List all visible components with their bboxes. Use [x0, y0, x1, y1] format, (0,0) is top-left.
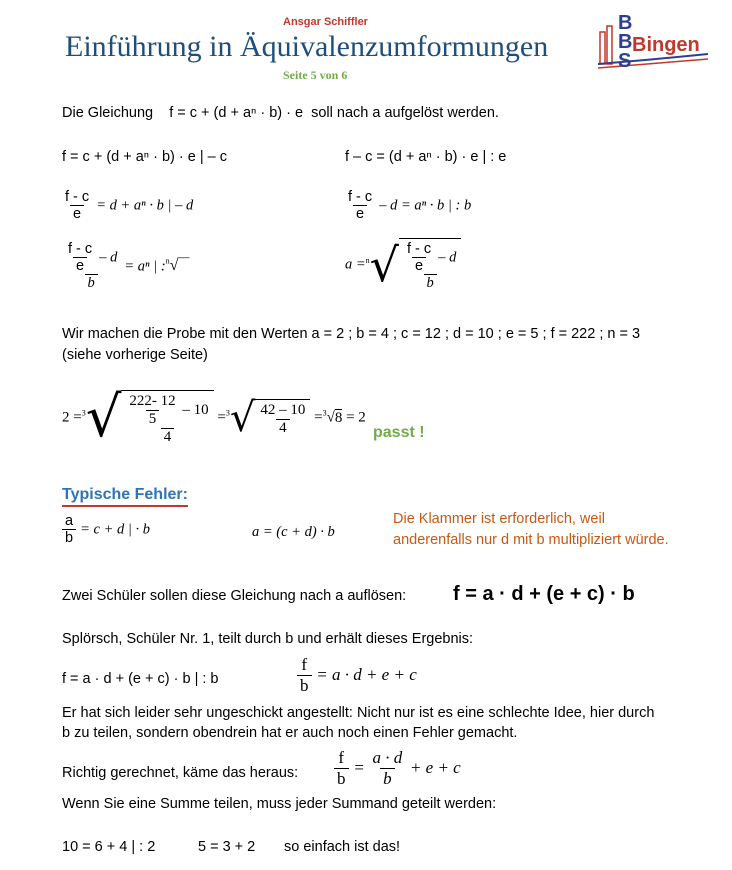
intro-line: [62, 105, 499, 121]
fraction-fc-e: $\frac{f - c}{e}$: [65, 189, 90, 222]
step1-left: f = c + (d + aⁿ · b) · e | – c: [62, 149, 227, 165]
splorsch-comment2: b zu teilen, sondern obendrein hat er auch noch einen Fehler gemacht.: [62, 725, 518, 741]
sum-rule: Wenn Sie eine Summe teilen, muss jeder Summand geteilt werden:: [62, 796, 497, 812]
intro-prefix: Die Gleichung: [62, 105, 154, 121]
logo-letter-b2: B: [618, 31, 633, 53]
step3-left-rest: = aⁿ | :: [124, 258, 166, 275]
error-example-wrong: $\frac{a}{b}$ = c + d | · b: [62, 513, 150, 546]
author-name: Ansgar Schiffler: [283, 16, 368, 28]
step3-right-a: a =: [345, 256, 366, 273]
logo-letter-s: S: [618, 50, 632, 72]
logo-word: Bingen: [632, 34, 700, 56]
logo-letter-b1: B: [618, 12, 633, 34]
step3-left: [62, 241, 189, 292]
intro-equation: f = c + (d + aⁿ · b) · e: [169, 105, 304, 121]
splorsch-line: Splörsch, Schüler Nr. 1, teilt durch b und erhält dieses Ergebnis:: [62, 631, 474, 647]
splorsch-comment1: Er hat sich leider sehr ungeschickt angestellt: Nicht nur ist es eine schlechte Idee, hier durch: [62, 705, 655, 721]
step1-right: f – c = (d + aⁿ · b) · e | : e: [345, 149, 507, 165]
students-intro: Zwei Schüler sollen diese Gleichung nach a auflösen:: [62, 588, 407, 604]
step2-left-rest: = d + aⁿ · b | – d: [96, 197, 194, 214]
passt-label: passt !: [373, 424, 425, 441]
step2-right-rest: – d = aⁿ · b | : b: [379, 197, 472, 214]
step2-right: [345, 189, 471, 222]
splorsch-result: $\frac{f}{b}$ = a · d + e + c: [297, 655, 417, 696]
splorsch-step: f = a · d + (e + c) · b | : b: [62, 671, 219, 687]
compound-fraction: $\frac{f - c}{e}$ – d b: [68, 241, 118, 291]
probe-line2: (siehe vorherige Seite): [62, 347, 208, 363]
probe-line1: Wir machen die Probe mit den Werten a = 2 ; b = 4 ; c = 12 ; d = 10 ; e = 5 ; f = 222 ; n = 3: [62, 326, 641, 342]
intro-suffix: soll nach a aufgelöst werden.: [311, 105, 499, 121]
students-equation: f = a · d + (e + c) · b: [453, 583, 635, 605]
root-sign: √: [369, 238, 399, 292]
example-1: 10 = 6 + 4 | : 2: [62, 839, 156, 855]
error-example-right: a = (c + d) · b: [252, 524, 335, 540]
bbs-bingen-logo: [598, 14, 710, 74]
page-number: Seite 5 von 6: [283, 68, 348, 82]
example-3: so einfach ist das!: [284, 839, 401, 855]
example-2: 5 = 3 + 2: [198, 839, 256, 855]
fraction-fc-e: $\frac{f - c}{e}$: [348, 189, 373, 222]
error-comment: Die Klammer ist erforderlich, weil anderenfalls nur d mit b multipliziert würde.: [393, 511, 669, 548]
nth-root-symbol: $^n$√‾‾: [165, 257, 190, 275]
errors-heading: Typische Fehler:: [62, 486, 188, 507]
probe-calculation: 2 =$^3$√ $\frac{222- 12}{5}$ – 10 4 =$^3$√ $\frac{42 - 10}{4}$ =$^3$√8 = 2: [62, 385, 366, 450]
page-title: Einführung in Äquivalenzumformungen: [65, 30, 549, 63]
step3-right: a =$^n$√ $\frac{f - c}{e}$ – d b: [345, 238, 461, 292]
step2-left: [62, 189, 193, 222]
correct-result: $\frac{f}{b}$ = $\frac{a \cdot d}{b}$ + e + c: [334, 748, 461, 789]
correct-label: Richtig gerechnet, käme das heraus:: [62, 765, 299, 781]
